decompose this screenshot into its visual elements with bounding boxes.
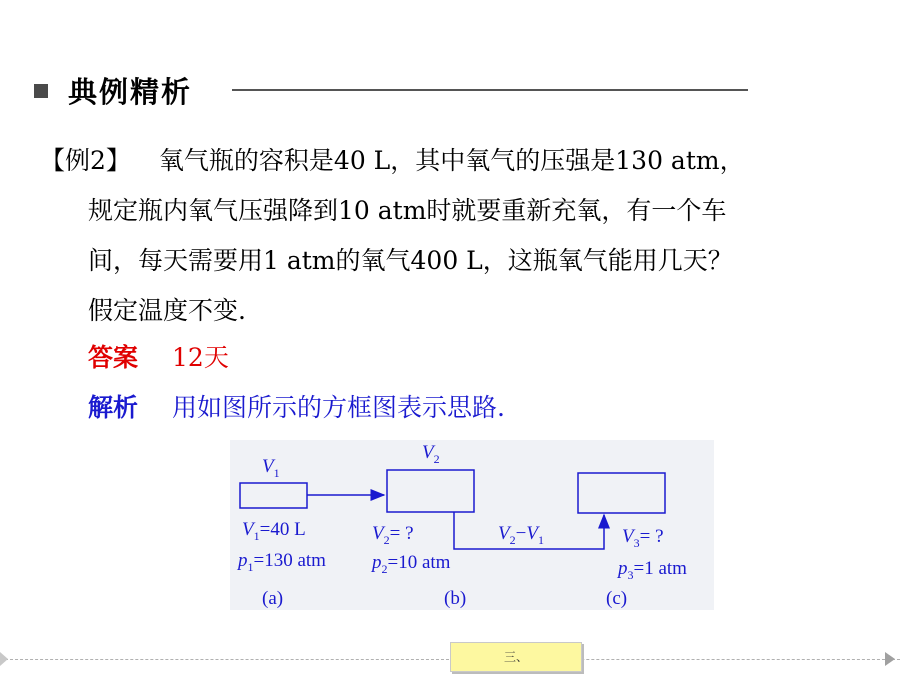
box-a-label: $V_1$ [262, 456, 280, 480]
box-b-volume: $V_2=$ ? [372, 523, 414, 547]
next-arrow-icon[interactable] [885, 652, 895, 666]
box-b-pressure: $p_2=10$ atm [372, 552, 451, 576]
box-b-label: $V_2$ [422, 442, 440, 466]
analysis-label: 解析 [88, 393, 139, 422]
problem-line-1 [40, 136, 870, 186]
box-diagram-svg [230, 440, 714, 610]
caption-b: (b) [444, 588, 467, 609]
title-divider [232, 89, 748, 91]
box-a-volume: $V_1=40$ L [242, 519, 306, 543]
problem-text [40, 136, 870, 336]
section-bullet-icon [34, 84, 48, 98]
example-label: 【例2】 [40, 146, 131, 175]
answer-row [88, 338, 229, 374]
box-diagram [230, 440, 714, 610]
problem-line-2: 规定瓶内氧气压强降到10 atm时就要重新充氧，有一个车 [88, 196, 727, 225]
box-b [387, 470, 474, 512]
box-c [578, 473, 665, 513]
problem-line-1-text: 氧气瓶的容积是40 L，其中氧气的压强是130 atm， [158, 146, 745, 175]
answer-value: 12天 [172, 343, 229, 372]
section-nav-button[interactable]: 三、 [450, 642, 582, 672]
arrow-label: $V_2-V_1$ [498, 523, 544, 547]
box-a [240, 483, 307, 508]
problem-line-3: 间，每天需要用1 atm的氧气400 L，这瓶氧气能用几天？ [88, 246, 733, 275]
box-c-volume: $V_3=$ ? [622, 526, 664, 550]
box-c-pressure: $p_3=1$ atm [618, 558, 687, 582]
answer-label: 答案 [88, 343, 139, 372]
section-title: 典例精析 [68, 75, 193, 109]
analysis-row [88, 388, 505, 424]
prev-arrow-icon[interactable] [0, 652, 8, 666]
caption-a: (a) [262, 588, 284, 609]
analysis-text: 用如图所示的方框图表示思路. [172, 393, 505, 422]
box-a-pressure: $p_1=130$ atm [238, 550, 326, 574]
problem-line-4: 假定温度不变. [88, 296, 246, 325]
caption-c: (c) [606, 588, 628, 609]
